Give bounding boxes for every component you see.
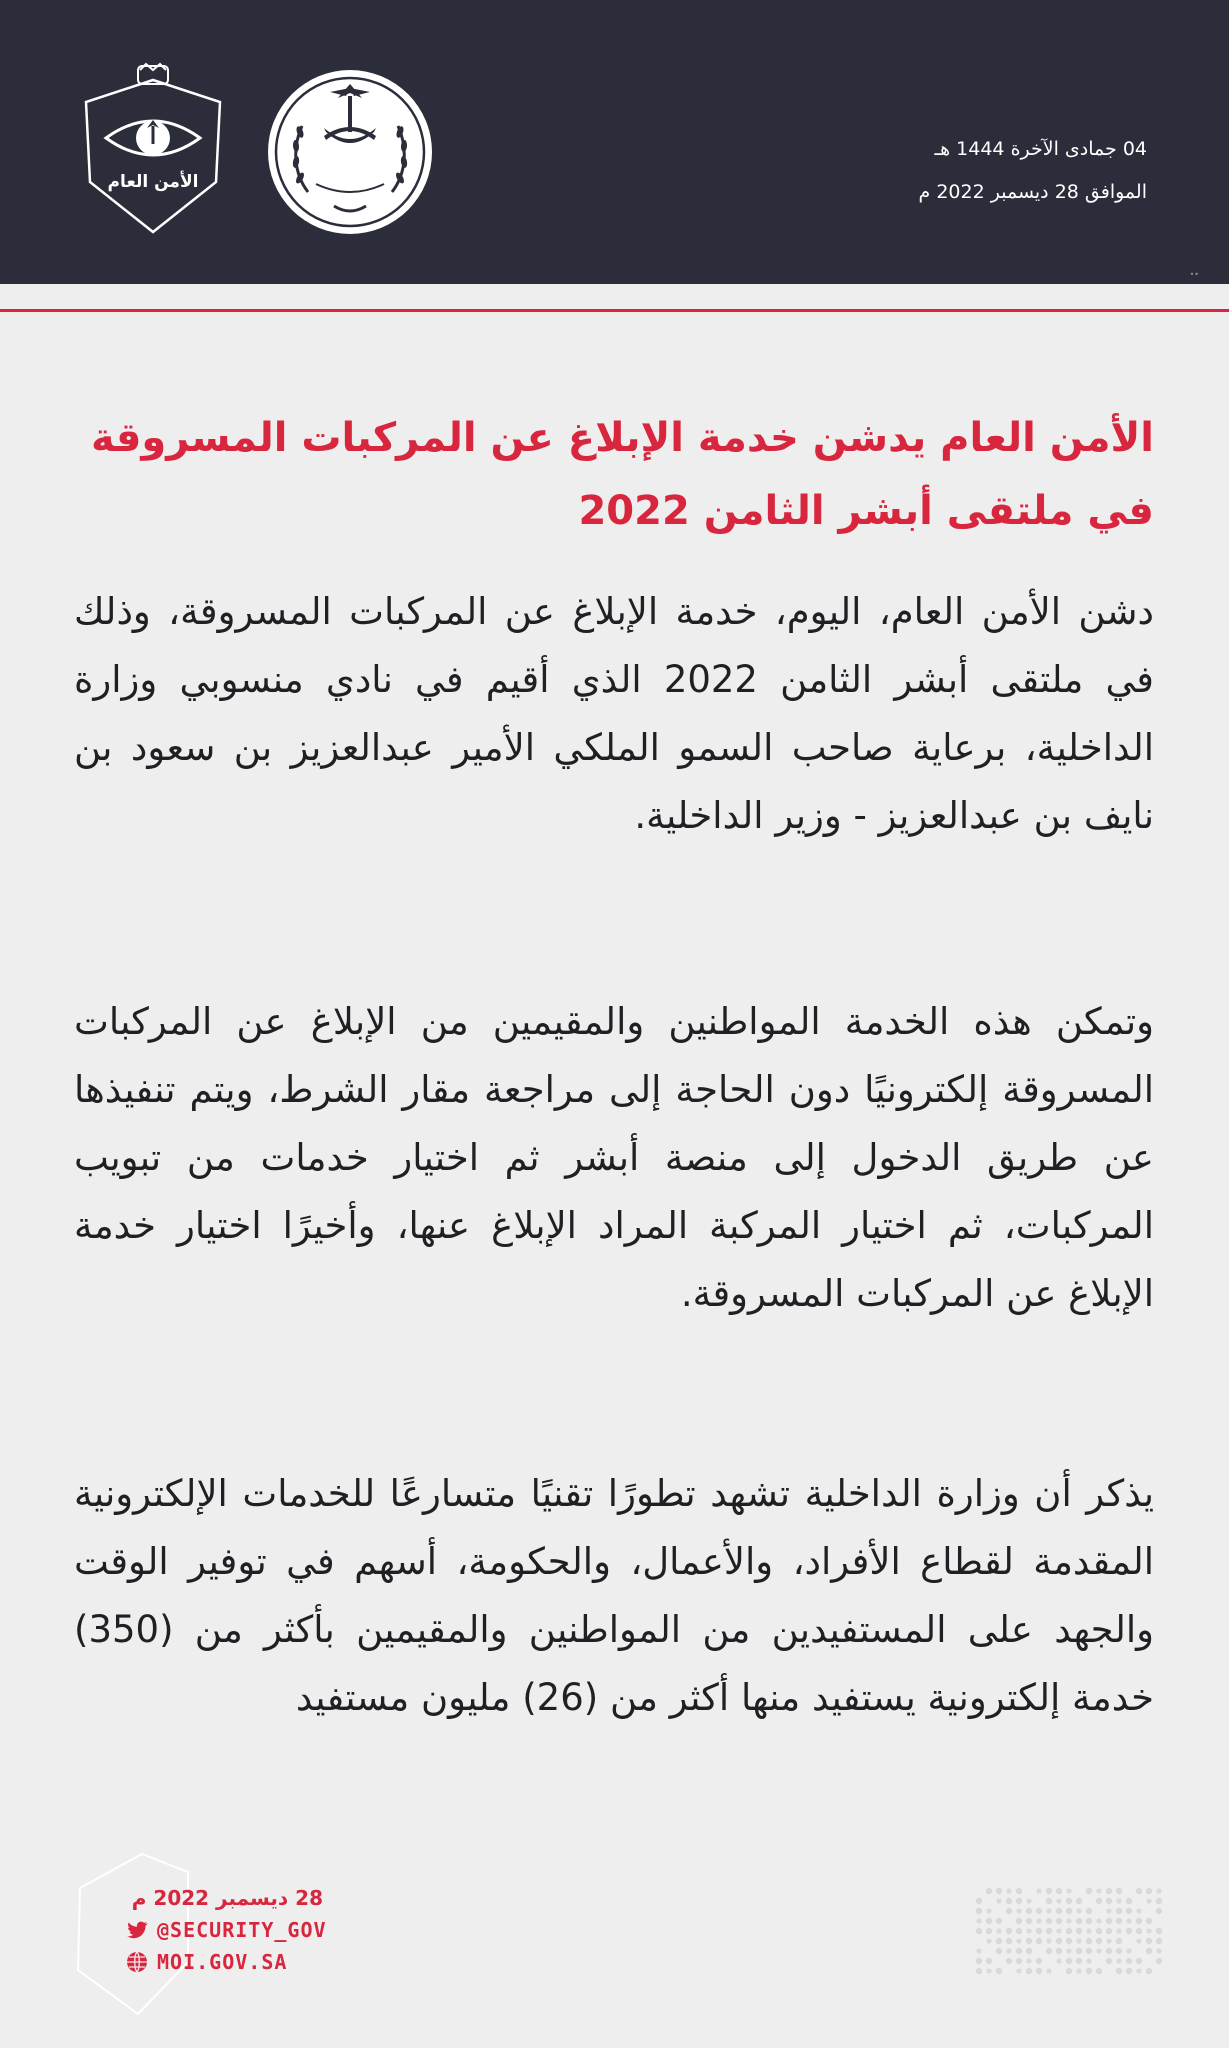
decorative-dot	[1086, 1938, 1092, 1944]
decorative-dot	[986, 1918, 992, 1924]
decorative-dot	[1116, 1908, 1122, 1914]
decorative-dot	[1106, 1928, 1112, 1934]
decorative-dot	[1066, 1958, 1072, 1964]
decorative-dot	[1126, 1948, 1131, 1953]
decorative-dot	[976, 1928, 982, 1934]
twitter-icon	[125, 1918, 149, 1942]
decorative-dot	[1036, 1938, 1042, 1944]
decorative-dot	[1066, 1938, 1072, 1944]
decorative-dot	[1146, 1948, 1152, 1954]
decorative-dot	[1046, 1918, 1052, 1924]
decorative-dot	[1106, 1938, 1111, 1943]
decorative-dot	[1156, 1898, 1162, 1904]
decorative-dot	[1086, 1918, 1092, 1924]
decorative-dot	[1086, 1928, 1091, 1933]
decorative-dot	[1056, 1888, 1062, 1894]
decorative-dot	[1016, 1968, 1021, 1973]
decorative-dot	[1056, 1928, 1061, 1933]
decorative-dot	[1156, 1908, 1162, 1914]
decorative-dot	[996, 1968, 1002, 1974]
decorative-dot	[1056, 1958, 1061, 1963]
decorative-dot	[1116, 1898, 1121, 1903]
decorative-dot	[1076, 1898, 1082, 1904]
public-security-badge-logo	[68, 62, 238, 237]
decorative-dot	[1006, 1928, 1012, 1934]
decorative-dot	[1156, 1888, 1161, 1893]
decorative-dot	[1066, 1948, 1071, 1953]
date-block	[787, 128, 1147, 214]
decorative-dot	[1056, 1948, 1062, 1954]
decorative-dot	[986, 1958, 992, 1964]
header-banner	[0, 0, 1229, 284]
decorative-dot	[1116, 1918, 1122, 1924]
decorative-dot	[1086, 1968, 1092, 1974]
paragraph-3: يذكر أن وزارة الداخلية تشهد تطورًا تقنيًا متسارعًا للخدمات الإلكترونية المقدمة لقطاع الأفراد، والأعمال، والحكومة، أسهم في توفير الوقت والجهد على المستفيدين من المواطنين والمقيمين بأكثر من (350) خدمة إلكترونية يستفيد منها أكثر من (26) مليون مستفيد	[74, 1472, 1154, 1719]
decorative-dot	[1006, 1888, 1011, 1893]
decorative-dot	[976, 1898, 982, 1904]
decorative-dot	[1106, 1888, 1112, 1894]
headline: الأمن العام يدشن خدمة الإبلاغ عن المركبات المسروقة في ملتقى أبشر الثامن 2022	[90, 415, 1154, 534]
decorative-dot	[1156, 1928, 1162, 1934]
decorative-dot	[1026, 1928, 1031, 1933]
decorative-dot	[1126, 1958, 1132, 1964]
decorative-dot	[1126, 1928, 1132, 1934]
decorative-dot	[976, 1958, 982, 1964]
paragraph-1: دشن الأمن العام، اليوم، خدمة الإبلاغ عن المركبات المسروقة، وذلك في ملتقى أبشر الثامن 2022 الذي أقيم في نادي منسوبي وزارة الداخلية، برعاية صاحب السمو الملكي الأمير عبدالعزيز بن سعود بن نايف بن عبدالعزيز - وزير الداخلية.	[74, 590, 1154, 837]
decorative-dot	[1076, 1918, 1082, 1924]
decorative-dot	[1086, 1948, 1092, 1954]
decorative-dot	[1056, 1908, 1062, 1914]
decorative-dot	[996, 1888, 1002, 1894]
decorative-dot	[1136, 1968, 1141, 1973]
decorative-dot	[1086, 1958, 1091, 1963]
decorative-dot	[1136, 1928, 1142, 1934]
decorative-dot	[1096, 1928, 1102, 1934]
decorative-dot	[1146, 1888, 1152, 1894]
decorative-dot	[1046, 1938, 1051, 1943]
decorative-dot	[1016, 1918, 1022, 1924]
decorative-dot-pattern	[974, 1886, 1164, 1976]
decorative-dot	[1146, 1928, 1151, 1933]
decorative-dot	[1036, 1908, 1042, 1914]
decorative-dot	[1046, 1968, 1051, 1973]
decorative-dot	[996, 1918, 1002, 1924]
footer-date: 28 ديسمبر 2022 م	[131, 1886, 323, 1910]
decorative-dot	[1106, 1898, 1112, 1904]
decorative-dot	[1076, 1958, 1082, 1964]
decorative-dot	[1016, 1958, 1022, 1964]
decorative-dot	[1136, 1908, 1141, 1913]
decorative-dot	[1046, 1928, 1052, 1934]
decorative-dot	[1036, 1968, 1042, 1974]
decorative-dot	[1126, 1908, 1132, 1914]
decorative-dot	[1036, 1918, 1041, 1923]
decorative-dot	[1106, 1908, 1111, 1913]
decorative-dot	[986, 1938, 991, 1943]
decorative-dot	[1116, 1928, 1121, 1933]
decorative-dot	[1146, 1938, 1152, 1944]
decorative-dot	[986, 1908, 991, 1913]
decorative-dot	[1066, 1888, 1071, 1893]
decorative-dot	[1046, 1908, 1051, 1913]
decorative-dot	[1006, 1898, 1012, 1904]
decorative-dot	[1026, 1908, 1032, 1914]
decorative-dot	[1096, 1888, 1101, 1893]
decorative-dot	[976, 1948, 981, 1953]
decorative-dot	[1106, 1948, 1112, 1954]
decorative-dot	[1056, 1918, 1062, 1924]
decorative-dot	[1026, 1948, 1032, 1954]
decorative-dot	[1026, 1938, 1032, 1944]
decorative-dot	[1076, 1938, 1081, 1943]
decorative-dot	[1116, 1958, 1121, 1963]
decorative-dot	[986, 1968, 991, 1973]
decorative-dot	[1096, 1948, 1101, 1953]
decorative-dot	[1026, 1958, 1031, 1963]
decorative-dot	[1046, 1898, 1052, 1904]
decorative-dot	[1006, 1938, 1012, 1944]
twitter-link[interactable]	[125, 1914, 385, 1946]
paragraph-2: وتمكن هذه الخدمة المواطنين والمقيمين من الإبلاغ عن المركبات المسروقة إلكترونيًا دون الحاجة إلى مراجعة مقار الشرط، ويتم تنفيذها عن طريق الدخول إلى منصة أبشر ثم اختيار خدمات من تبويب المركبات، ثم اختيار المركبة المراد الإبلاغ عنها، وأخيرًا اختيار خدمة الإبلاغ عن المركبات المسروقة.	[74, 1000, 1154, 1315]
website-link[interactable]	[125, 1946, 385, 1978]
decorative-dot	[1096, 1938, 1102, 1944]
decorative-dot	[1046, 1948, 1052, 1954]
decorative-dot	[1086, 1908, 1092, 1914]
decorative-dot	[1006, 1958, 1012, 1964]
decorative-dot	[1006, 1948, 1011, 1953]
decorative-dot	[1106, 1958, 1112, 1964]
decorative-dot	[1126, 1918, 1131, 1923]
decorative-dot	[1116, 1968, 1122, 1974]
decorative-dot	[1076, 1968, 1081, 1973]
twitter-handle: @SECURITY_GOV	[157, 1918, 327, 1942]
decorative-dot	[1016, 1908, 1021, 1913]
decorative-dot	[1096, 1898, 1102, 1904]
decorative-dot	[1026, 1898, 1031, 1903]
decorative-dot	[1106, 1918, 1112, 1924]
decorative-dot	[1156, 1958, 1162, 1964]
decorative-dot	[986, 1928, 992, 1934]
decorative-dot	[1016, 1938, 1021, 1943]
decorative-dot	[1146, 1918, 1152, 1924]
decorative-dot	[1066, 1908, 1072, 1914]
decorative-dot	[996, 1928, 1001, 1933]
decorative-dot	[996, 1898, 1001, 1903]
decorative-dot	[1016, 1928, 1022, 1934]
decorative-dot	[1056, 1898, 1061, 1903]
decorative-dot	[986, 1888, 992, 1894]
decorative-dot	[1096, 1918, 1101, 1923]
decorative-dot	[1036, 1888, 1041, 1893]
decorative-dot	[1126, 1968, 1132, 1974]
ministry-emblem-logo	[264, 66, 436, 238]
badge-label: الأمن العام	[107, 172, 199, 192]
decorative-dot	[1016, 1888, 1022, 1894]
decorative-dot	[1136, 1958, 1142, 1964]
decorative-dot	[996, 1938, 1002, 1944]
decorative-dot	[1056, 1938, 1062, 1944]
decorative-dot	[1016, 1948, 1022, 1954]
decorative-dot	[996, 1948, 1002, 1954]
gregorian-date: الموافق 28 ديسمبر 2022 م	[918, 181, 1147, 203]
decorative-dot	[1126, 1898, 1132, 1904]
decorative-dot	[1116, 1948, 1122, 1954]
decorative-dot	[1076, 1948, 1082, 1954]
decorative-dot	[1146, 1968, 1152, 1974]
decorative-dot	[1046, 1888, 1052, 1894]
shield-emblem	[68, 62, 238, 237]
decorative-dot	[1066, 1928, 1072, 1934]
website-url: MOI.GOV.SA	[157, 1950, 288, 1974]
decorative-dot	[976, 1968, 982, 1974]
decorative-dot	[1116, 1888, 1122, 1894]
decorative-dot	[1086, 1888, 1092, 1894]
decorative-dot	[1136, 1918, 1142, 1924]
decorative-dot	[976, 1908, 982, 1914]
globe-icon	[125, 1950, 149, 1974]
hijri-date: 04 جمادى الآخرة 1444 هـ	[934, 138, 1147, 160]
corner-mark: ••	[1189, 270, 1199, 279]
decorative-dot	[1116, 1938, 1122, 1944]
decorative-dot	[1156, 1948, 1161, 1953]
decorative-dot	[1066, 1898, 1072, 1904]
decorative-dot	[1096, 1968, 1102, 1974]
decorative-dot	[1066, 1918, 1071, 1923]
decorative-dot	[1036, 1958, 1042, 1964]
decorative-dot	[1066, 1968, 1072, 1974]
decorative-dot	[1036, 1928, 1042, 1934]
decorative-dot	[1006, 1908, 1012, 1914]
decorative-dot	[1076, 1928, 1082, 1934]
decorative-dot	[1076, 1908, 1081, 1913]
decorative-dot	[1026, 1918, 1032, 1924]
decorative-dot	[1136, 1938, 1141, 1943]
decorative-dot	[1016, 1898, 1022, 1904]
decorative-dot	[1026, 1968, 1032, 1974]
header-divider	[0, 309, 1229, 312]
decorative-dot	[1156, 1938, 1162, 1944]
decorative-dot	[1146, 1898, 1151, 1903]
footer-info	[125, 1882, 385, 1978]
decorative-dot	[976, 1918, 981, 1923]
decorative-dot	[1136, 1888, 1142, 1894]
